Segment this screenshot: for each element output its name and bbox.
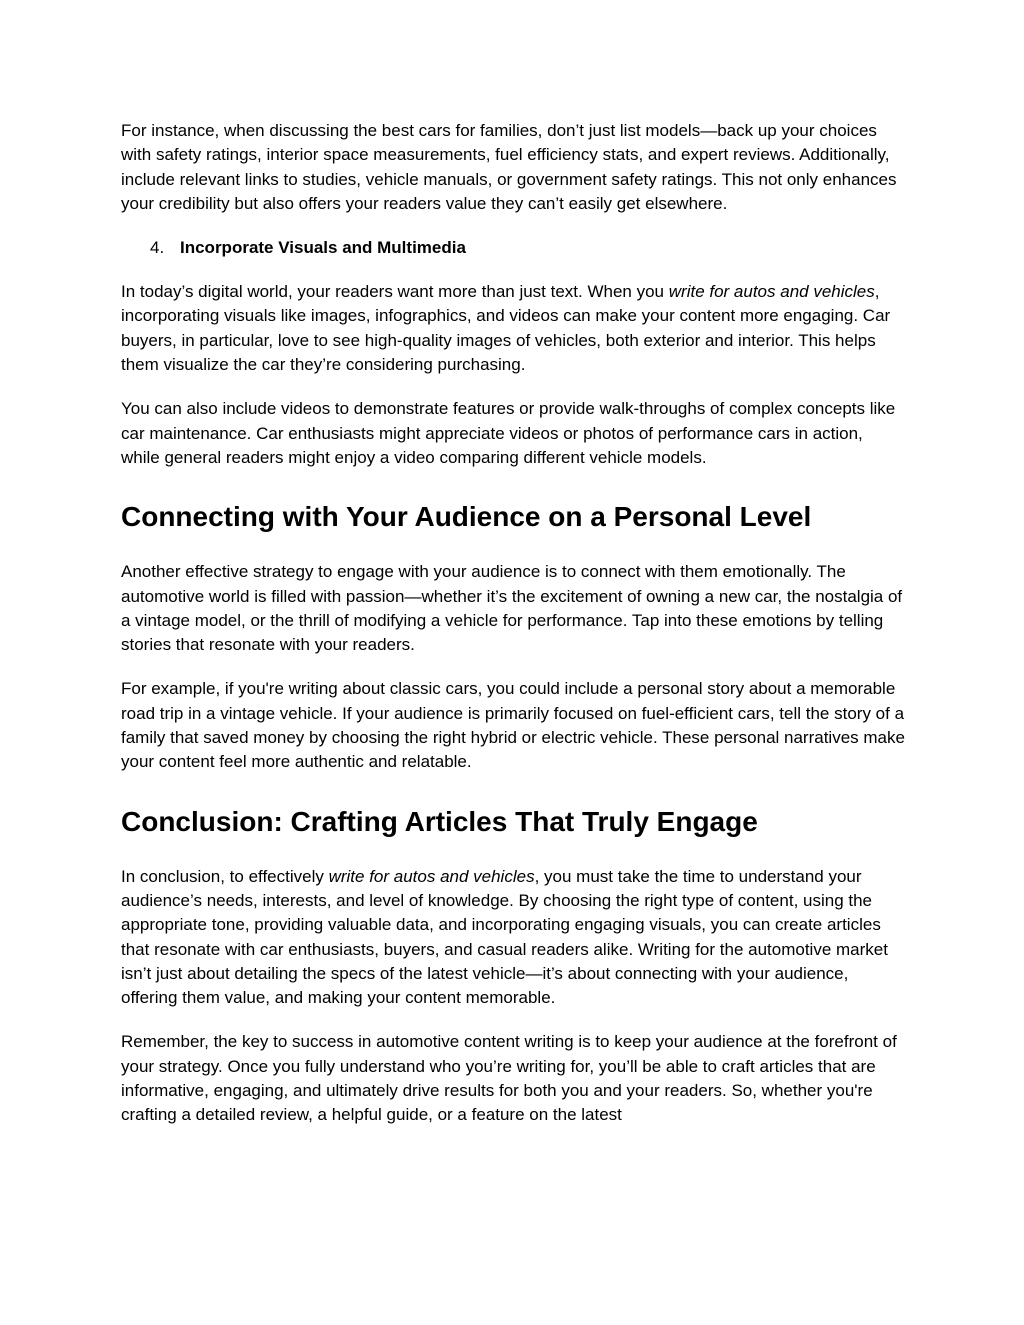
section-heading-conclusion: Conclusion: Crafting Articles That Truly Engage [121, 805, 758, 837]
visuals-paragraph [121, 280, 906, 377]
visuals-paragraph-text-after: , incorporating visuals like images, infographics, and videos can make your content more engaging. Car buyers, in particular, love to see high-quality images of vehicles, both exterior and interior. This helps them visualize the car they’re considering purchasing. [121, 282, 891, 375]
visuals-paragraph-emphasis: write for autos and vehicles [668, 282, 875, 302]
list-item-title: Incorporate Visuals and Multimedia [180, 238, 466, 258]
list-item-visuals [121, 236, 906, 260]
personal-paragraph-2: For example, if you're writing about classic cars, you could include a personal story about a memorable road trip in a vintage vehicle. If your audience is primarily focused on fuel-efficient cars, tell the story of a family that saved money by choosing the right hybrid or electric vehicle. These personal narratives make your content feel more authentic and relatable. [121, 679, 905, 772]
conclusion-paragraph-emphasis: write for autos and vehicles [328, 866, 535, 886]
document-page [121, 119, 906, 1148]
conclusion-paragraph-2: Remember, the key to success in automotive content writing is to keep your audience at the forefront of your strategy. Once you fully understand who you’re writing for, you’ll be able to craft articles that are informative, engaging, and ultimately drive results for both you and your readers. So, whether you're crafting a detailed review, a helpful guide, or a feature on the latest [121, 1032, 897, 1125]
conclusion-paragraph-1 [121, 865, 906, 1011]
intro-paragraph: For instance, when discussing the best cars for families, don’t just list models—back up your choices with safety ratings, interior space measurements, fuel efficiency stats, and expert reviews. Additionally, include relevant links to studies, vehicle manuals, or government safety ratings. This not only enhances your credibility but also offers your readers value they can’t easily get elsewhere. [121, 121, 897, 213]
videos-paragraph: You can also include videos to demonstrate features or provide walk-throughs of complex concepts like car maintenance. Car enthusiasts might appreciate videos or photos of performance cars in action, while general readers might enjoy a video comparing different vehicle models. [121, 399, 896, 467]
visuals-paragraph-text-before: In today’s digital world, your readers want more than just text. When you [121, 282, 669, 302]
conclusion-paragraph-text-before: In conclusion, to effectively [121, 866, 329, 886]
conclusion-paragraph-text-after: , you must take the time to understand your audience’s needs, interests, and level of knowledge. By choosing the right type of content, using the appropriate tone, providing valuable data, and incorporating engaging visuals, you can create articles that resonate with car enthusiasts, buyers, and casual readers alike. Writing for the automotive market isn’t just about detailing the specs of the latest vehicle—it’s about connecting with your audience, offering them value, and making your content memorable. [121, 866, 888, 1008]
section-heading-personal: Connecting with Your Audience on a Personal Level [121, 501, 812, 533]
list-item-number: 4. [150, 238, 165, 258]
personal-paragraph-1: Another effective strategy to engage with your audience is to connect with them emotionally. The automotive world is filled with passion—whether it’s the excitement of owning a new car, the nostalgia of a vintage model, or the thrill of modifying a vehicle for performance. Tap into these emotions by telling stories that resonate with your readers. [121, 562, 903, 655]
